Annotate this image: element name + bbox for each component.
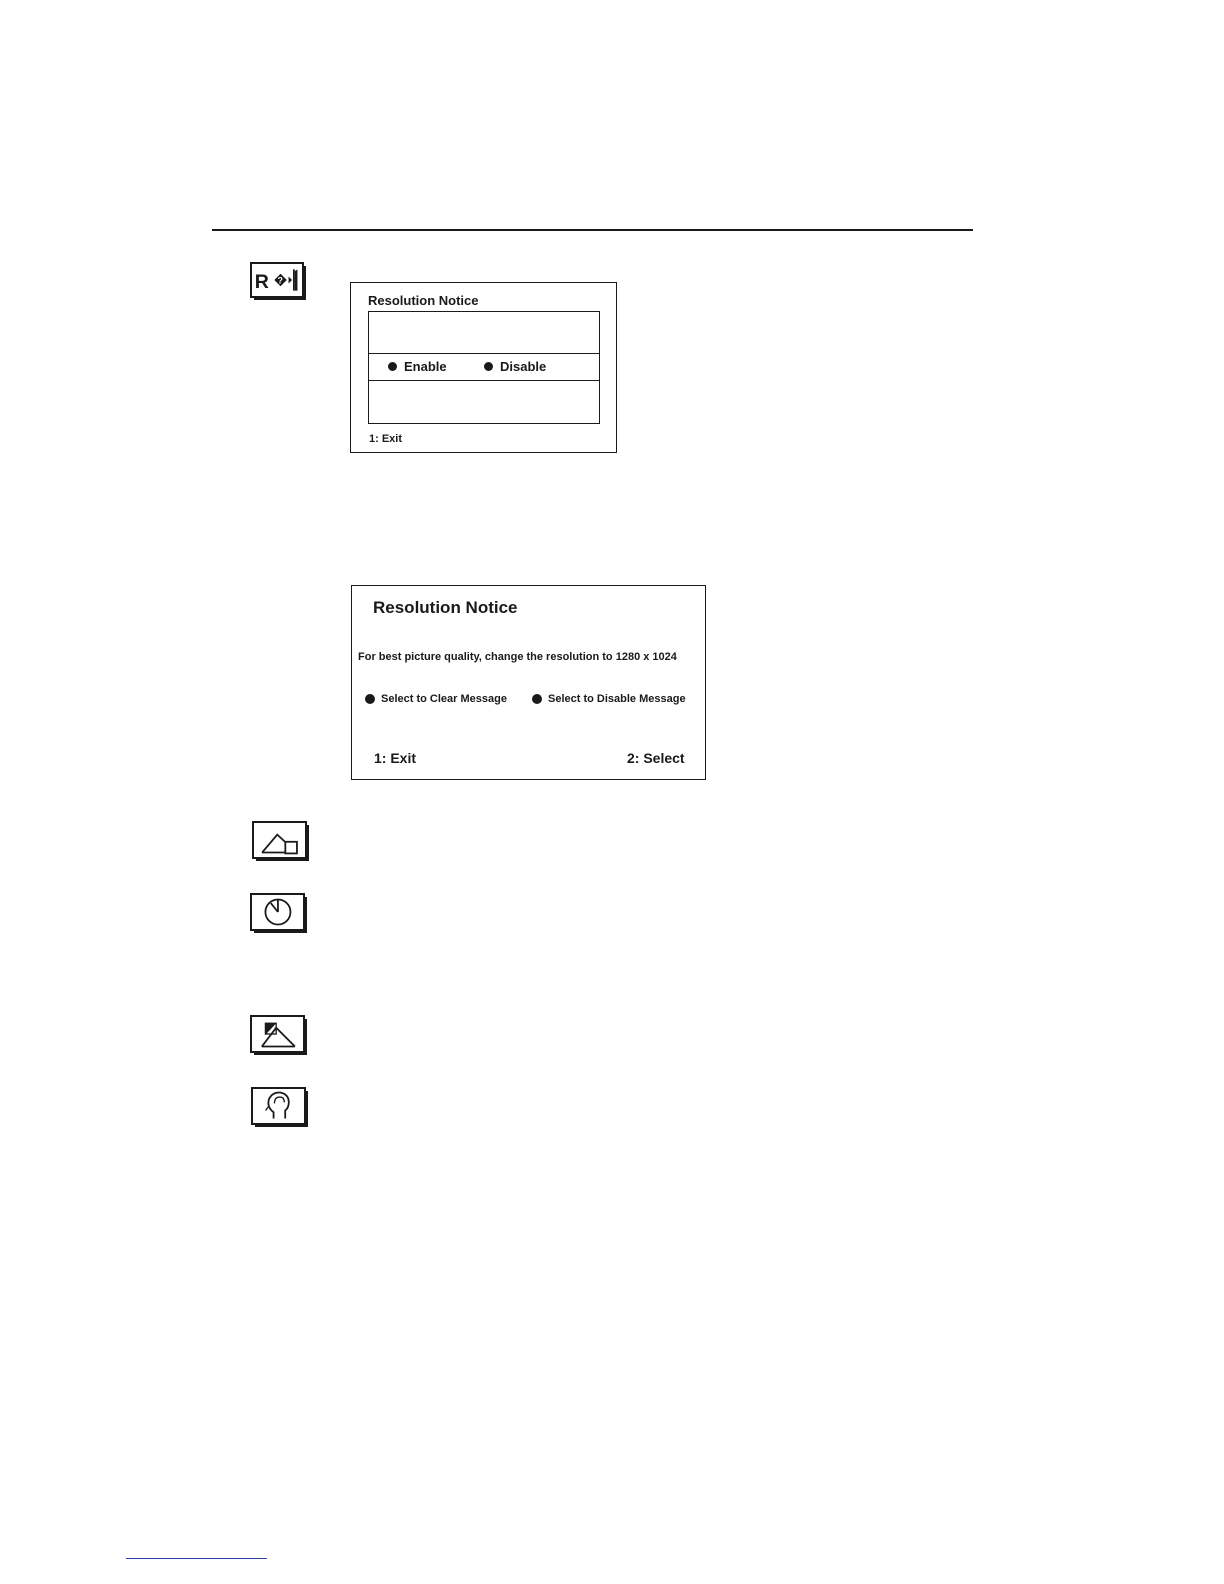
enable-label: Enable [404,359,447,374]
resolution-notice-menu [350,282,617,453]
disable-option[interactable] [484,359,546,374]
select-hint[interactable]: 2: Select [627,750,685,766]
resolution-notice-icon [250,262,304,298]
disable-message-option[interactable] [532,693,686,705]
svg-text:?: ? [277,275,283,286]
clear-message-option[interactable] [365,693,507,705]
picture-glyph [252,1017,303,1051]
menu-title: Resolution Notice [368,293,479,308]
timer-glyph [252,895,303,929]
disable-bullet [484,362,493,371]
user-profile-glyph [253,1089,304,1123]
timer-icon [250,893,305,931]
exit-hint[interactable]: 1: Exit [374,750,417,766]
header-rule [212,229,973,231]
footer-link-rule [126,1558,267,1559]
enable-bullet [388,362,397,371]
image-position-icon [252,821,307,859]
dialog-message: For best picture quality, change the resolution to 1280 x 1024 [358,651,677,663]
disable-message-label: Select to Disable Message [548,693,686,705]
user-profile-icon [251,1087,306,1125]
picture-icon [250,1015,305,1053]
clear-message-label: Select to Clear Message [381,693,507,705]
image-position-glyph [254,823,305,857]
exit-hint[interactable]: 1: Exit [369,433,403,445]
resolution-notice-glyph [252,264,302,296]
resolution-notice-dialog [351,585,706,780]
clear-message-bullet [365,694,375,704]
menu-options-panel [368,311,600,424]
dialog-title: Resolution Notice [373,598,518,617]
disable-message-bullet [532,694,542,704]
disable-label: Disable [500,359,547,374]
enable-option[interactable] [388,359,447,374]
icon-letter: R [254,271,269,293]
